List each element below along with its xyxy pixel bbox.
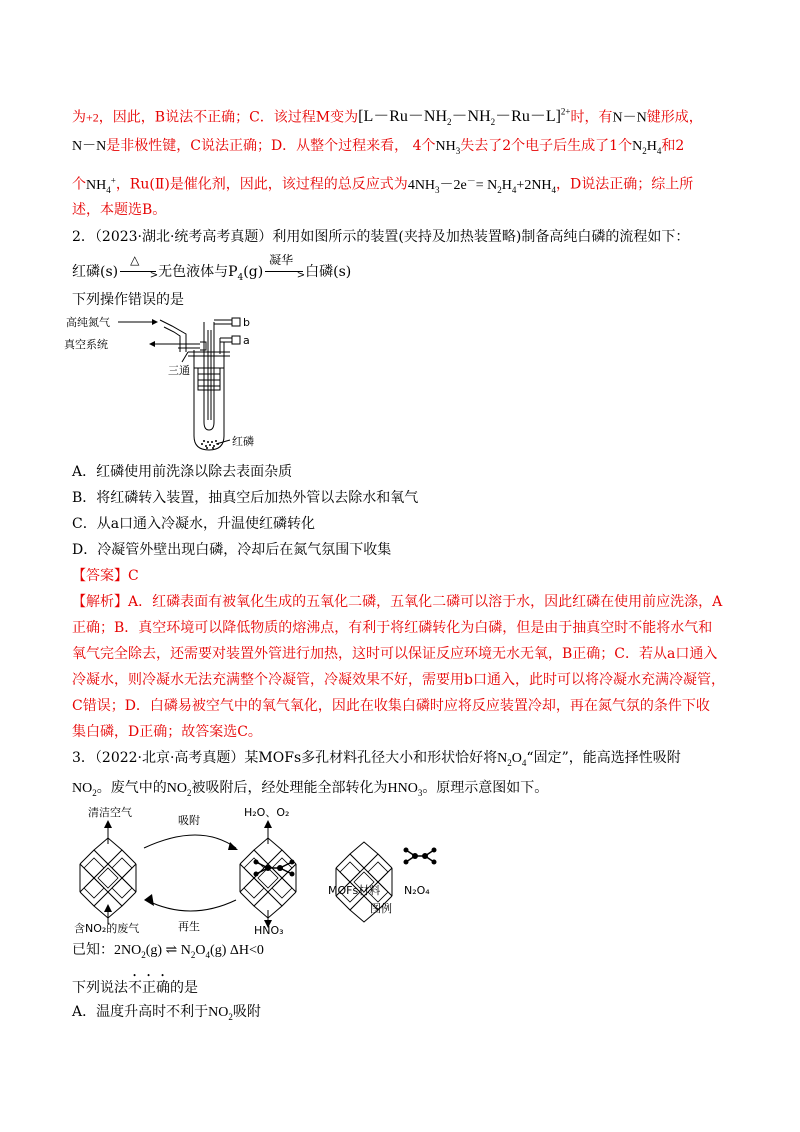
legend-title: 图例 [370,902,392,915]
q2-analysis-line-4: 冷凝水，则冷凝水无法充满整个冷凝管，冷凝效果不好，需要用b口通入，此时可以将冷凝水充满冷凝管， [72,672,725,688]
label-h2o-o2: H₂O、O₂ [244,806,290,819]
q2-analysis-line-3: 氧气完全除去，还需要对装置外管进行加热，这时可以保证反应环境无水无氧，B正确；C．若从a口通入 [72,646,718,662]
label-three-way: 三通 [168,364,190,377]
label-port-b: b [243,316,250,329]
legend-mofs-label: MOFs材料 [328,884,381,897]
q2-option-a: A．红磷使用前洗涤以除去表面杂质 [72,464,293,480]
q2-option-d: D．冷凝管外壁出现白磷，冷却后在氮气氛围下收集 [72,542,392,558]
flow-product: 白磷(s) [305,264,352,280]
label-waste-gas: 含NO₂的废气 [74,922,140,934]
flow-arrow-sublimation: 凝华 > [263,262,305,276]
legend-n2o4-label: N₂O₄ [404,884,430,897]
q2-apparatus-figure [60,312,280,460]
flow-intermediate: 无色液体与$P_4(g)$ [158,264,264,283]
label-clean-air: 清洁空气 [88,806,132,819]
q2-analysis-line-6: 集白磷，D正确；故答案选C。 [72,724,262,740]
label-regenerate: 再生 [178,920,200,933]
label-adsorb: 吸附 [178,814,200,827]
q2-analysis-line-2: 正确；B．真空环境可以降低物质的熔沸点，有利于将红磷转化为白磷，但是由于抽真空时不能将水气和 [72,620,713,636]
q3-mofs-figure [70,804,450,934]
label-vacuum: 真空系统 [64,338,108,351]
q3-stem-line-1: 3．（2022·北京·高考真题）某MOFs多孔材料孔径大小和形状恰好将$N_2O_4“$固定”，能高选择性吸附 [72,750,681,768]
label-port-a: a [243,334,250,347]
q1-analysis-line-4: 述，本题选B。 [72,202,167,218]
q3-stem-line-2: $NO_2$。废气中的$NO_2$被吸附后，经处理能全部转化为$HNO_3$。原理示意图如下。 [72,780,549,798]
label-red-phosphorus: 红磷 [232,435,254,448]
q2-stem: 2．（2023·湖北·统考高考真题）利用如图所示的装置(夹持及加热装置略)制备高纯白磷的流程如下： [72,229,690,245]
q3-question: 下列说法不正确的是 [72,980,198,996]
q2-option-b: B．将红磷转入装置，抽真空后加热外管以去除水和氧气 [72,490,419,506]
q2-flow [72,253,732,288]
label-hno3: HNO₃ [254,924,284,934]
emphasis-not-correct: 不正确 [128,980,170,996]
q2-analysis-line-1: 【解析】A．红磷表面有被氧化生成的五氧化二磷，五氧化二磷可以溶于水，因此红磷在使用前应洗涤，A [72,594,723,610]
q2-analysis-line-5: C错误；D．白磷易被空气中的氧气氧化，因此在收集白磷时应将反应装置冷却，再在氮气氛的条件下收 [72,698,710,714]
q2-answer: 【答案】C [72,568,139,584]
label-gas-in: 高纯氮气 [66,316,110,329]
mofs-right [240,838,296,918]
q2-option-c: C．从a口通入冷凝水，升温使红磷转化 [72,516,316,532]
flow-arrow-heat: △ > [118,262,158,276]
q1-analysis-line-3: 个$NH_4^+$，Ru(Ⅱ)是催化剂，因此，该过程的总反应式为$4NH_3-2e^-= N_2H_4+2NH_4$，D说法正确；综上所 [72,175,694,195]
q2-question: 下列操作错误的是 [72,292,184,308]
q1-analysis-line-2: N－N是非极性键，C说法正确；D．从整个过程来看， 4个$NH_3$失去了2个电子后生成了1个$N_2H_4$和2 [72,138,685,156]
q3-option-a: A．温度升高时不利于$NO_2$吸附 [72,1004,261,1022]
flow-reactant: 红磷(s) [72,264,119,280]
q3-given: 已知：$2NO_2(g)$ ⇌ $N_2O_4(g)$ ΔH<0 [72,942,264,960]
q1-analysis-line-1: 为+2，因此，B说法不正确；C．该过程M变为$[L-Ru-NH_2-NH_2-Ru-L]^{2+}$时，有N－N键形成， [72,107,703,128]
